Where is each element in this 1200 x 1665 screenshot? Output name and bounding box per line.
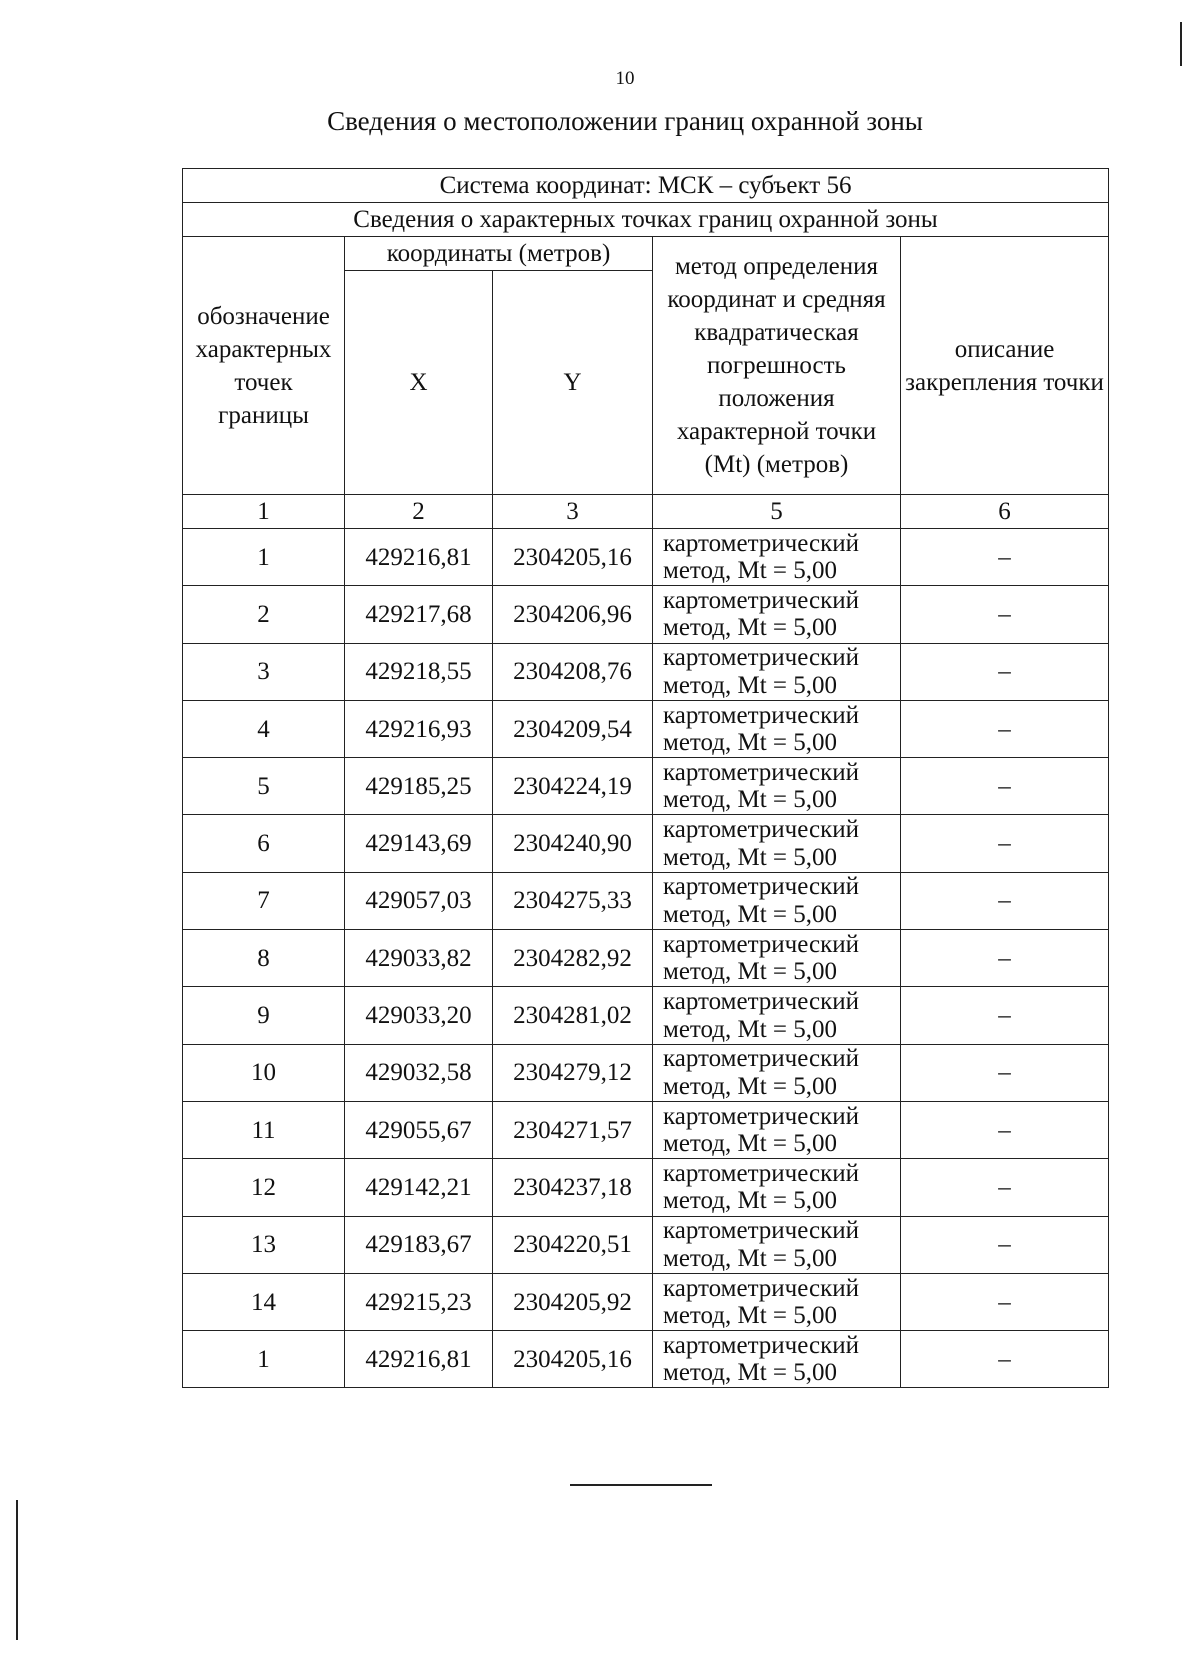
point-designation-cell: 12 <box>183 1159 345 1216</box>
point-designation-cell: 1 <box>183 1331 345 1388</box>
method-text-line: метод, Mt = 5,00 <box>663 614 838 642</box>
method-text-line: метод, Mt = 5,00 <box>663 958 838 986</box>
x-coordinate-cell: 429143,69 <box>345 815 493 872</box>
method-cell <box>653 529 901 586</box>
column-header-row <box>183 237 1109 271</box>
method-text-line: картометрический <box>663 930 859 958</box>
method-text-line: метод, Mt = 5,00 <box>663 671 838 699</box>
method-text-line: метод, Mt = 5,00 <box>663 900 838 928</box>
table-row <box>183 1273 1109 1330</box>
header-y: Y <box>493 271 653 495</box>
method-text-line: картометрический <box>663 873 859 901</box>
x-coordinate-cell: 429215,23 <box>345 1273 493 1330</box>
x-coordinate-cell: 429032,58 <box>345 1044 493 1101</box>
fixation-description-cell: – <box>901 872 1109 929</box>
table-row <box>183 815 1109 872</box>
point-designation-cell: 14 <box>183 1273 345 1330</box>
table-row <box>183 1044 1109 1101</box>
method-cell <box>653 987 901 1044</box>
fixation-description-cell: – <box>901 643 1109 700</box>
fixation-description-cell: – <box>901 586 1109 643</box>
x-coordinate-cell: 429057,03 <box>345 872 493 929</box>
y-coordinate-cell: 2304205,92 <box>493 1273 653 1330</box>
method-text-line: метод, Mt = 5,00 <box>663 1072 838 1100</box>
x-coordinate-cell: 429218,55 <box>345 643 493 700</box>
scan-edge-mark-top-right <box>1180 22 1182 66</box>
method-text-line: метод, Mt = 5,00 <box>663 1015 838 1043</box>
method-cell <box>653 872 901 929</box>
method-cell <box>653 1044 901 1101</box>
x-coordinate-cell: 429216,81 <box>345 1331 493 1388</box>
method-text-line: картометрический <box>663 701 859 729</box>
method-cell <box>653 930 901 987</box>
table-body <box>183 529 1109 1388</box>
table-row <box>183 930 1109 987</box>
method-cell <box>653 758 901 815</box>
y-coordinate-cell: 2304279,12 <box>493 1044 653 1101</box>
x-coordinate-cell: 429216,93 <box>345 700 493 757</box>
column-number: 5 <box>653 495 901 529</box>
y-coordinate-cell: 2304205,16 <box>493 1331 653 1388</box>
document-title: Сведения о местоположении границ охранной зоны <box>327 106 923 136</box>
closing-rule <box>570 1484 712 1486</box>
table-row <box>183 872 1109 929</box>
method-cell <box>653 586 901 643</box>
point-designation-cell: 2 <box>183 586 345 643</box>
section-title-row <box>183 203 1109 237</box>
method-text-line: картометрический <box>663 1217 859 1245</box>
table-row <box>183 1216 1109 1273</box>
method-text-line: метод, Mt = 5,00 <box>663 1130 838 1158</box>
fixation-description-cell: – <box>901 1101 1109 1158</box>
method-cell <box>653 1101 901 1158</box>
method-text-line: метод, Mt = 5,00 <box>663 1359 838 1387</box>
method-cell <box>653 643 901 700</box>
fixation-description-cell: – <box>901 758 1109 815</box>
method-text-line: картометрический <box>663 1102 859 1130</box>
point-designation-cell: 10 <box>183 1044 345 1101</box>
method-cell <box>653 1273 901 1330</box>
x-coordinate-cell: 429055,67 <box>345 1101 493 1158</box>
method-text-line: метод, Mt = 5,00 <box>663 843 838 871</box>
x-coordinate-cell: 429217,68 <box>345 586 493 643</box>
x-coordinate-cell: 429033,82 <box>345 930 493 987</box>
table-row <box>183 1331 1109 1388</box>
method-text-line: метод, Mt = 5,00 <box>663 1187 838 1215</box>
fixation-description-cell: – <box>901 1331 1109 1388</box>
method-text-line: метод, Mt = 5,00 <box>663 786 838 814</box>
table-row <box>183 1159 1109 1216</box>
fixation-description-cell: – <box>901 930 1109 987</box>
y-coordinate-cell: 2304281,02 <box>493 987 653 1044</box>
column-number: 3 <box>493 495 653 529</box>
method-cell <box>653 815 901 872</box>
column-number: 1 <box>183 495 345 529</box>
y-coordinate-cell: 2304282,92 <box>493 930 653 987</box>
point-designation-cell: 1 <box>183 529 345 586</box>
column-number: 2 <box>345 495 493 529</box>
point-designation-cell: 5 <box>183 758 345 815</box>
y-coordinate-cell: 2304224,19 <box>493 758 653 815</box>
y-coordinate-cell: 2304220,51 <box>493 1216 653 1273</box>
method-text-line: картометрический <box>663 816 859 844</box>
method-text-line: картометрический <box>663 586 859 614</box>
x-coordinate-cell: 429183,67 <box>345 1216 493 1273</box>
table-row <box>183 586 1109 643</box>
y-coordinate-cell: 2304271,57 <box>493 1101 653 1158</box>
header-description: описание закрепления точки <box>901 237 1109 495</box>
method-text-line: метод, Mt = 5,00 <box>663 1302 838 1329</box>
header-x: X <box>345 271 493 495</box>
method-text-line: картометрический <box>663 1274 859 1302</box>
page-number: 10 <box>615 68 635 89</box>
x-coordinate-cell: 429216,81 <box>345 529 493 586</box>
method-text-line: картометрический <box>663 1159 859 1187</box>
fixation-description-cell: – <box>901 1216 1109 1273</box>
fixation-description-cell: – <box>901 1044 1109 1101</box>
y-coordinate-cell: 2304237,18 <box>493 1159 653 1216</box>
method-text-line: картометрический <box>663 758 859 786</box>
column-number-row <box>183 495 1109 529</box>
method-text-line: картометрический <box>663 1331 859 1359</box>
point-designation-cell: 6 <box>183 815 345 872</box>
fixation-description-cell: – <box>901 815 1109 872</box>
table-row <box>183 700 1109 757</box>
table-row <box>183 643 1109 700</box>
point-designation-cell: 11 <box>183 1101 345 1158</box>
boundary-points-table <box>182 168 1109 1388</box>
y-coordinate-cell: 2304209,54 <box>493 700 653 757</box>
method-text-line: картометрический <box>663 644 859 672</box>
method-cell <box>653 700 901 757</box>
table-header <box>183 169 1109 529</box>
table-row <box>183 758 1109 815</box>
fixation-description-cell: – <box>901 700 1109 757</box>
method-cell <box>653 1331 901 1388</box>
section-title: Сведения о характерных точках границ охранной зоны <box>183 203 1109 237</box>
table-row <box>183 529 1109 586</box>
method-text-line: метод, Mt = 5,00 <box>663 557 838 585</box>
method-cell <box>653 1159 901 1216</box>
coordinate-system-label: Система координат: МСК – субъект 56 <box>183 169 1109 203</box>
point-designation-cell: 9 <box>183 987 345 1044</box>
x-coordinate-cell: 429142,21 <box>345 1159 493 1216</box>
y-coordinate-cell: 2304206,96 <box>493 586 653 643</box>
method-text-line: метод, Mt = 5,00 <box>663 1244 838 1272</box>
y-coordinate-cell: 2304240,90 <box>493 815 653 872</box>
point-designation-cell: 8 <box>183 930 345 987</box>
method-text-line: метод, Mt = 5,00 <box>663 729 838 757</box>
table-row <box>183 1101 1109 1158</box>
header-designation: обозначение характерных точек границы <box>183 237 345 495</box>
point-designation-cell: 13 <box>183 1216 345 1273</box>
fixation-description-cell: – <box>901 529 1109 586</box>
fixation-description-cell: – <box>901 1159 1109 1216</box>
point-designation-cell: 3 <box>183 643 345 700</box>
header-method: метод определения координат и средняя квадратическая погрешность положения характерной точки (Mt) (метров) <box>653 237 901 495</box>
x-coordinate-cell: 429033,20 <box>345 987 493 1044</box>
method-text-line: картометрический <box>663 1045 859 1073</box>
point-designation-cell: 4 <box>183 700 345 757</box>
table-row <box>183 987 1109 1044</box>
x-coordinate-cell: 429185,25 <box>345 758 493 815</box>
y-coordinate-cell: 2304208,76 <box>493 643 653 700</box>
fixation-description-cell: – <box>901 1273 1109 1330</box>
fixation-description-cell: – <box>901 987 1109 1044</box>
method-text-line: картометрический <box>663 988 859 1016</box>
y-coordinate-cell: 2304205,16 <box>493 529 653 586</box>
header-coordinates: координаты (метров) <box>345 237 653 271</box>
method-cell <box>653 1216 901 1273</box>
y-coordinate-cell: 2304275,33 <box>493 872 653 929</box>
scan-edge-mark-bottom-left <box>16 1500 18 1640</box>
method-text-line: картометрический <box>663 529 859 557</box>
point-designation-cell: 7 <box>183 872 345 929</box>
coordinate-system-row <box>183 169 1109 203</box>
column-number: 6 <box>901 495 1109 529</box>
